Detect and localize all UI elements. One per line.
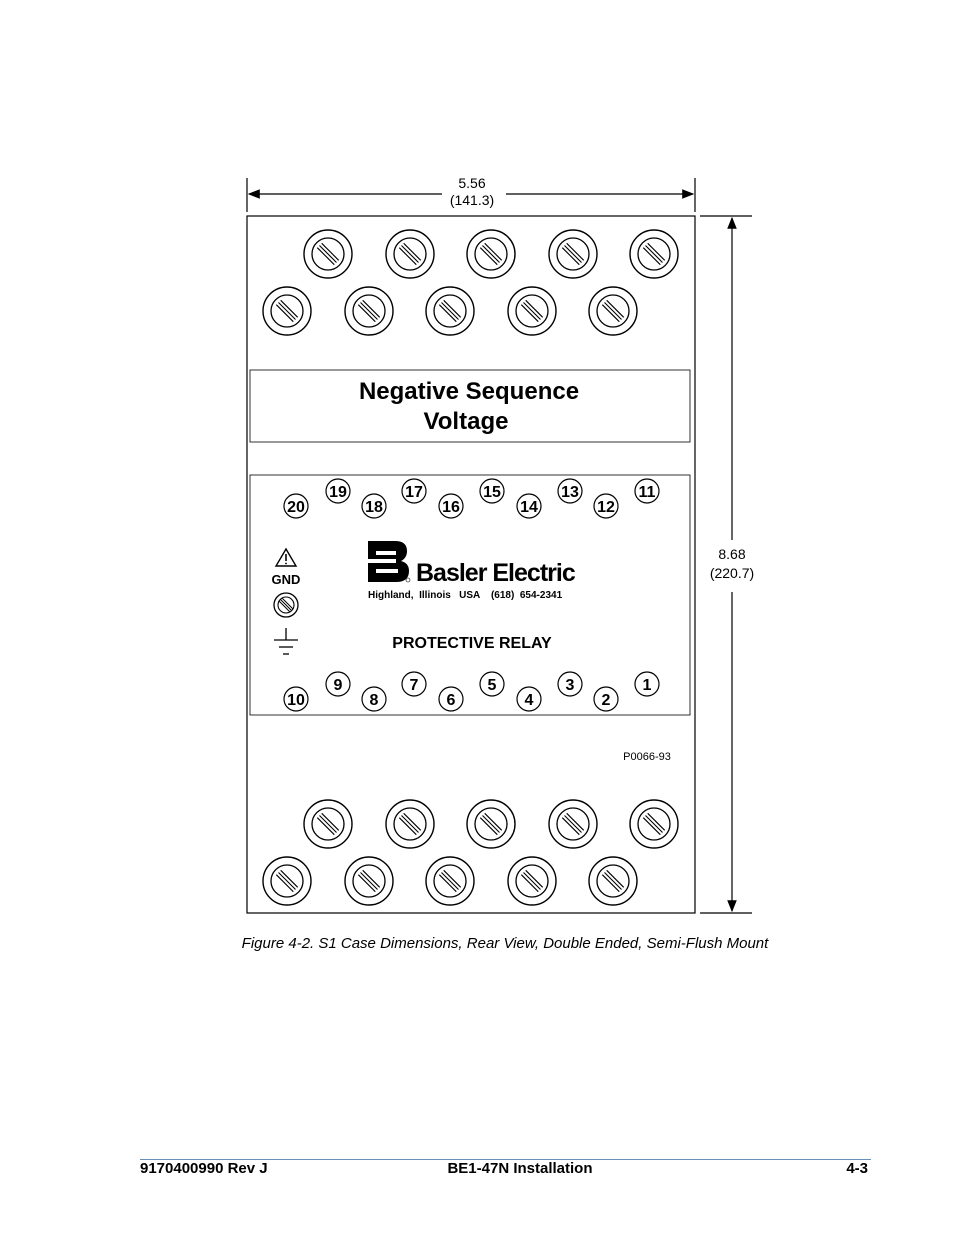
svg-text:14: 14 [520, 499, 538, 516]
svg-text:11: 11 [638, 484, 656, 501]
terminal-number [439, 494, 463, 518]
svg-text:17: 17 [405, 484, 423, 501]
label-title-line2: Voltage [423, 408, 509, 435]
terminal-number [480, 672, 504, 696]
svg-text:16: 16 [442, 499, 460, 516]
height-dimension [700, 216, 754, 913]
gnd-label: GND [271, 572, 301, 587]
brand-address: Highland, Illinois USA (618) 654-2341 [368, 590, 563, 601]
terminal-number [517, 687, 541, 711]
screw-terminal-icon [467, 800, 515, 848]
terminal-number [326, 479, 350, 503]
svg-text:12: 12 [597, 499, 615, 516]
screw-terminal-icon [263, 857, 311, 905]
drawing-number: P0066-93 [623, 751, 671, 763]
footer-page-number: 4-3 [846, 1160, 868, 1177]
screw-terminal-icon [508, 857, 556, 905]
screw-terminal-icon [508, 287, 556, 335]
screw-terminal-icon [549, 230, 597, 278]
terminal-number [284, 494, 308, 518]
height-mm: (220.7) [709, 565, 755, 581]
svg-text:4: 4 [524, 692, 534, 709]
screw-terminal-icon [589, 857, 637, 905]
terminal-number [635, 672, 659, 696]
svg-text:10: 10 [287, 692, 305, 709]
width-mm: (141.3) [449, 192, 495, 208]
terminal-number [594, 687, 618, 711]
figure-caption: Figure 4-2. S1 Case Dimensions, Rear View, Double Ended, Semi-Flush Mount [241, 935, 769, 952]
width-dimension [247, 175, 695, 212]
footer-section: BE1-47N Installation [447, 1160, 593, 1177]
screw-terminal-icon [304, 800, 352, 848]
svg-text:5: 5 [487, 677, 497, 694]
svg-text:7: 7 [409, 677, 419, 694]
terminal-number [558, 479, 582, 503]
label-title-line1: Negative Sequence [358, 378, 580, 405]
product-line: PROTECTIVE RELAY [392, 635, 552, 652]
terminal-number [517, 494, 541, 518]
footer-doc-number: 9170400990 Rev J [140, 1160, 268, 1177]
svg-text:8: 8 [369, 692, 379, 709]
screw-terminal-icon [386, 800, 434, 848]
brand-name: Basler Electric [416, 559, 575, 587]
svg-text:15: 15 [483, 484, 501, 501]
gnd-screw-icon [274, 593, 298, 617]
svg-text:19: 19 [329, 484, 347, 501]
terminal-number [284, 687, 308, 711]
terminal-number [402, 479, 426, 503]
terminal-number [362, 687, 386, 711]
screw-terminal-icon [630, 230, 678, 278]
svg-text:18: 18 [365, 499, 383, 516]
screw-terminal-icon [630, 800, 678, 848]
svg-text:6: 6 [446, 692, 456, 709]
screw-terminal-icon [426, 287, 474, 335]
terminal-number [439, 687, 463, 711]
terminal-number [402, 672, 426, 696]
screw-terminal-icon [467, 230, 515, 278]
terminal-number [558, 672, 582, 696]
svg-text:9: 9 [333, 677, 343, 694]
width-inches: 5.56 [458, 175, 486, 191]
screw-terminal-icon [263, 287, 311, 335]
screw-terminal-icon [345, 857, 393, 905]
svg-text:3: 3 [565, 677, 575, 694]
screw-terminal-icon [426, 857, 474, 905]
terminal-number [480, 479, 504, 503]
screw-terminal-icon [386, 230, 434, 278]
screw-terminal-icon [345, 287, 393, 335]
screw-terminal-icon [304, 230, 352, 278]
terminal-number [635, 479, 659, 503]
screw-terminal-icon [549, 800, 597, 848]
height-inches: 8.68 [718, 546, 746, 562]
terminal-number [594, 494, 618, 518]
svg-text:13: 13 [561, 484, 579, 501]
svg-text:2: 2 [601, 692, 611, 709]
terminal-number [326, 672, 350, 696]
svg-text:20: 20 [287, 499, 305, 516]
terminal-number [362, 494, 386, 518]
svg-text:1: 1 [642, 677, 652, 694]
screw-terminal-icon [589, 287, 637, 335]
